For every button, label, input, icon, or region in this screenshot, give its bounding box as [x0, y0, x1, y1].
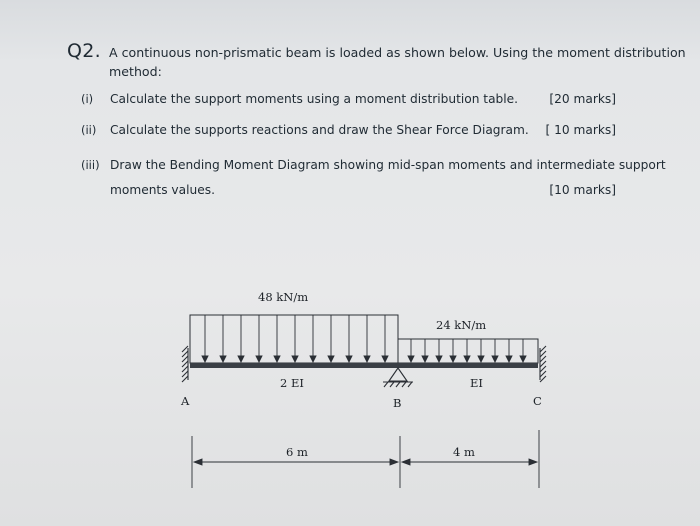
question-intro-line1: A continuous non-prismatic beam is loaded as shown below. Using the moment distribution	[109, 45, 686, 60]
part-i-marks: [20 marks]	[549, 92, 616, 106]
stiffness-bc-label: EI	[470, 376, 483, 390]
pin-support-b	[383, 368, 413, 387]
part-i-text: Calculate the support moments using a moment distribution table.	[110, 92, 519, 106]
part-iii-text-line2: moments values.	[110, 183, 215, 197]
part-iii-text: Draw the Bending Moment Diagram showing mid-span moments and intermediate support	[110, 158, 666, 172]
part-iii-label: (iii)	[81, 158, 100, 172]
udl-24-arrows	[408, 339, 526, 362]
span-bc-label: 4 m	[453, 445, 475, 459]
load-bc-label: 24 kN/m	[436, 318, 487, 332]
beam	[190, 363, 538, 368]
support-a-label: A	[181, 394, 190, 408]
support-c-label: C	[533, 394, 542, 408]
part-i-label: (i)	[81, 92, 94, 106]
udl-48-arrows	[202, 315, 388, 362]
question-number: Q2.	[67, 40, 101, 62]
load-ab-label: 48 kN/m	[258, 290, 309, 304]
support-b-label: B	[393, 396, 402, 410]
part-iii-marks: [10 marks]	[549, 183, 616, 197]
stiffness-ab-label: 2 EI	[280, 376, 304, 390]
part-ii-marks: [ 10 marks]	[545, 123, 616, 137]
dimension-lines	[192, 430, 539, 488]
fixed-support-c	[540, 346, 546, 382]
fixed-support-a	[182, 346, 188, 382]
span-ab-label: 6 m	[286, 445, 308, 459]
part-ii-text: Calculate the supports reactions and draw the Shear Force Diagram.	[110, 123, 529, 137]
question-intro-line2: method:	[109, 64, 162, 79]
part-ii-label: (ii)	[81, 123, 97, 137]
